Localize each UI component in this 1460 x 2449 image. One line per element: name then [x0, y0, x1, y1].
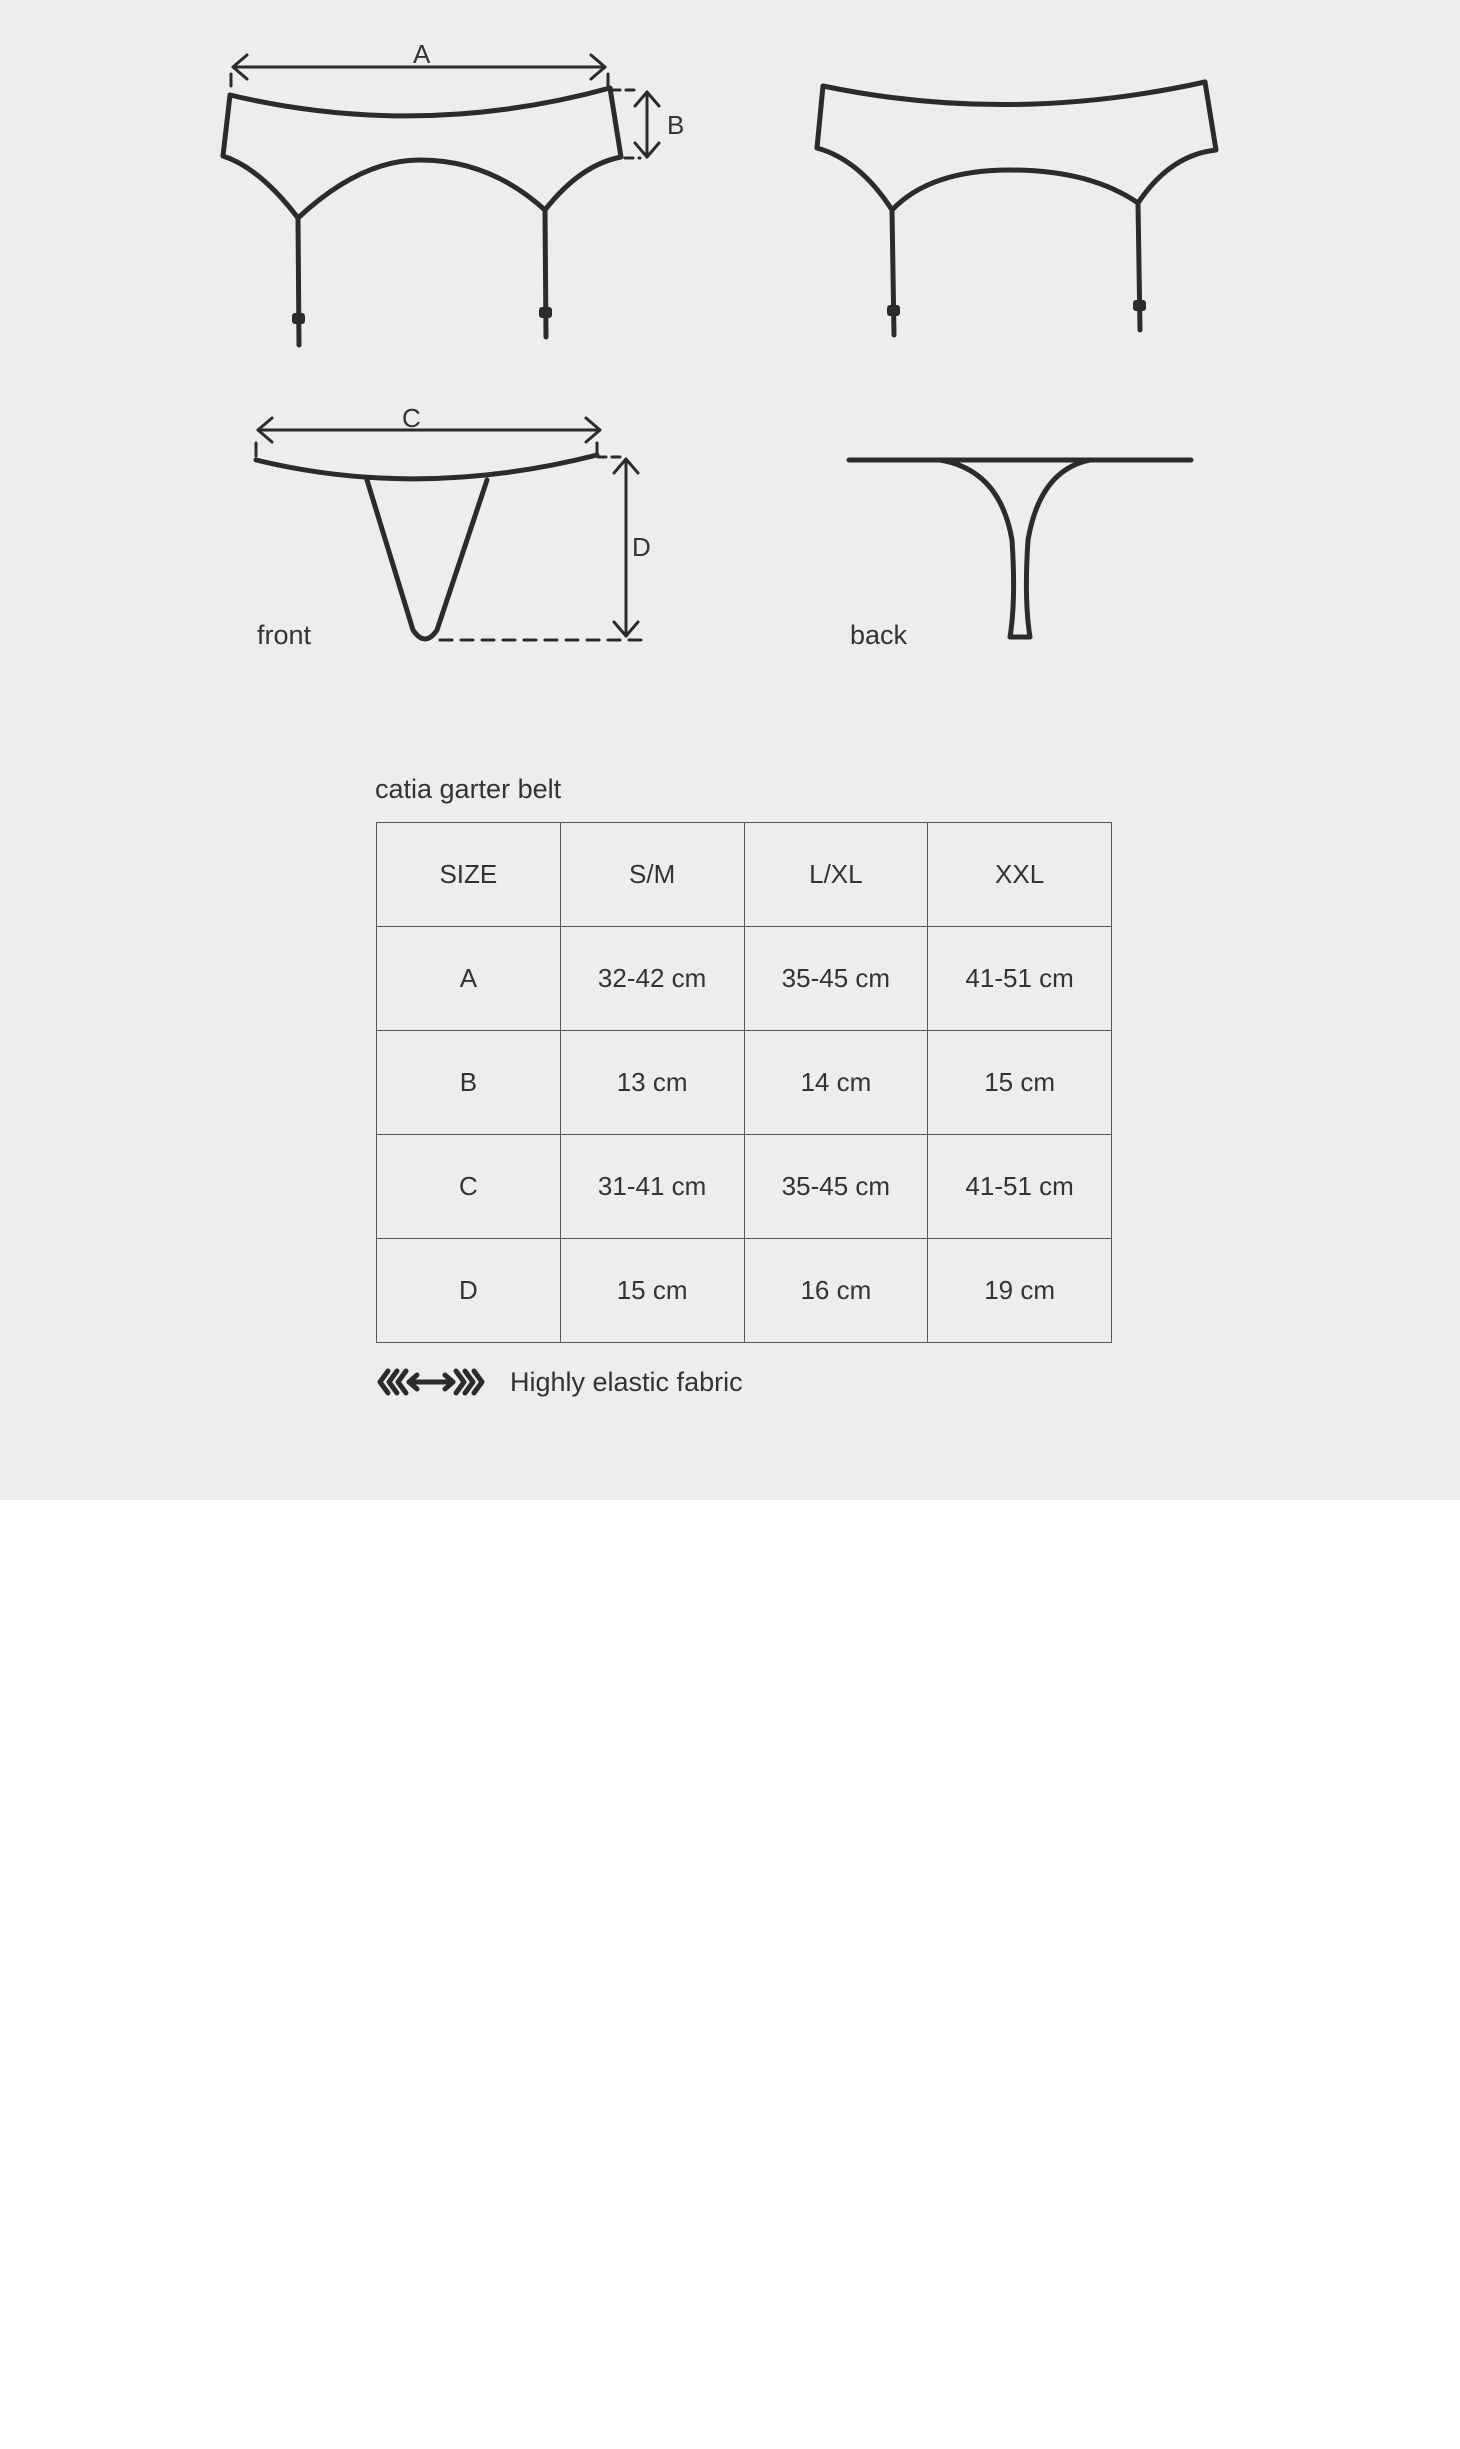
- garter-clips: [292, 300, 1146, 324]
- front-view-label: front: [257, 620, 312, 650]
- table-cell: 41-51 cm: [928, 1135, 1112, 1239]
- garment-diagram: [0, 0, 1460, 700]
- table-row: [377, 1135, 1112, 1239]
- table-cell: 14 cm: [744, 1031, 928, 1135]
- table-cell: 15 cm: [560, 1239, 744, 1343]
- table-cell: 15 cm: [928, 1031, 1112, 1135]
- front-thong-drawing: [256, 455, 597, 639]
- table-cell: 13 cm: [560, 1031, 744, 1135]
- garment-drawings: [0, 0, 1460, 700]
- elastic-fabric-legend: [376, 1362, 743, 1402]
- table-cell: 35-45 cm: [744, 1135, 928, 1239]
- table-row: [377, 927, 1112, 1031]
- table-cell: 41-51 cm: [928, 927, 1112, 1031]
- table-cell: 31-41 cm: [560, 1135, 744, 1239]
- dimension-c-arrow: [256, 418, 600, 456]
- table-cell: D: [377, 1239, 561, 1343]
- header-cell: L/XL: [744, 823, 928, 927]
- dimension-c-label: C: [402, 403, 421, 433]
- header-cell: S/M: [560, 823, 744, 927]
- back-garter-belt-drawing: [817, 82, 1216, 335]
- dimension-b-label: B: [667, 110, 685, 140]
- table-row: [377, 1239, 1112, 1343]
- legend-text: Highly elastic fabric: [510, 1366, 743, 1397]
- table-title: catia garter belt: [375, 774, 562, 804]
- size-table: [376, 822, 1112, 1343]
- dimension-a-label: A: [413, 39, 431, 69]
- front-garter-belt-drawing: [223, 88, 621, 345]
- header-cell: SIZE: [377, 823, 561, 927]
- table-cell: A: [377, 927, 561, 1031]
- dimension-d-label: D: [632, 532, 651, 562]
- header-cell: XXL: [928, 823, 1112, 927]
- table-cell: B: [377, 1031, 561, 1135]
- table-row: [377, 1031, 1112, 1135]
- back-thong-drawing: [849, 460, 1191, 637]
- table-cell: 16 cm: [744, 1239, 928, 1343]
- elastic-stretch-icon: [376, 1367, 486, 1397]
- dimension-d-arrow: [440, 457, 650, 640]
- table-cell: 19 cm: [928, 1239, 1112, 1343]
- table-cell: 32-42 cm: [560, 927, 744, 1031]
- table-cell: 35-45 cm: [744, 927, 928, 1031]
- table-header-row: [377, 823, 1112, 927]
- table-cell: C: [377, 1135, 561, 1239]
- back-view-label: back: [850, 620, 908, 650]
